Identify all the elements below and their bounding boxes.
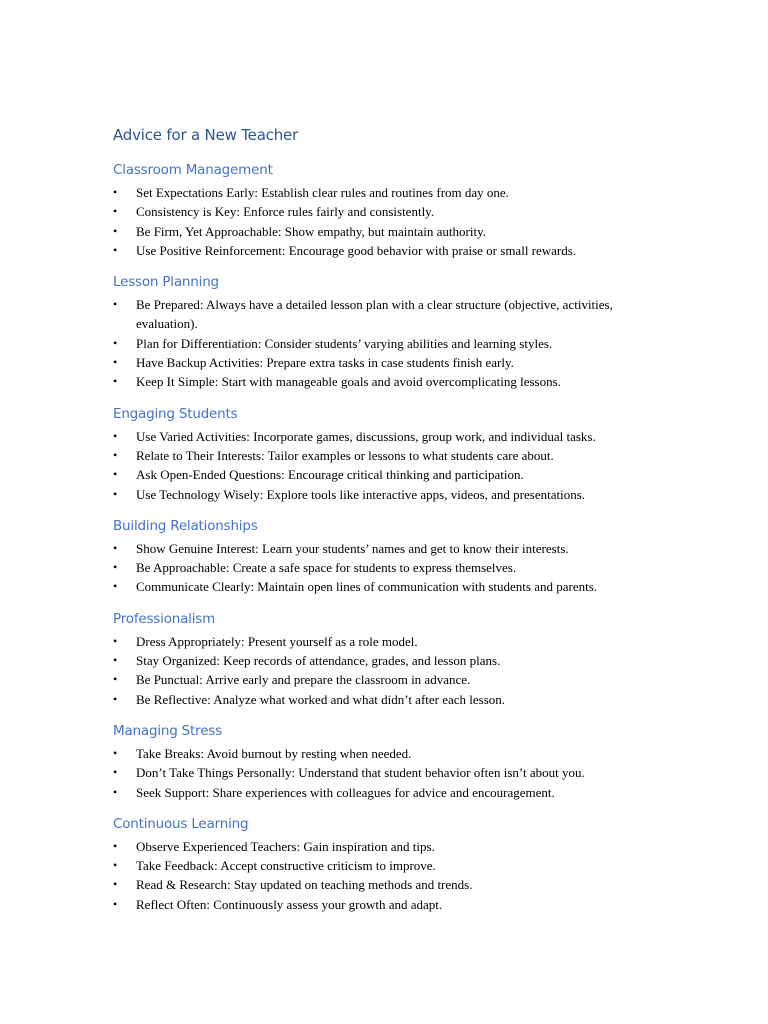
- document-title: Advice for a New Teacher: [113, 126, 299, 144]
- bullet-list: [113, 632, 673, 709]
- bullet-icon: •: [113, 633, 118, 648]
- bullet-list: [113, 837, 673, 914]
- bullet-icon: •: [113, 765, 118, 780]
- section: [113, 272, 673, 391]
- bullet-icon: •: [113, 447, 118, 462]
- list-item: [113, 485, 673, 504]
- list-item: [113, 651, 673, 670]
- list-item: [113, 744, 673, 763]
- bullet-icon: •: [113, 877, 118, 892]
- list-item-text: Observe Experienced Teachers: Gain inspiration and tips.: [136, 838, 435, 854]
- bullet-icon: •: [113, 745, 118, 760]
- list-item-text: Plan for Differentiation: Consider students’ varying abilities and learning styles.: [136, 335, 553, 351]
- list-item-text: Have Backup Activities: Prepare extra tasks in case students finish early.: [136, 355, 514, 371]
- list-item-text: Take Feedback: Accept constructive criticism to improve.: [136, 858, 436, 874]
- list-item: [113, 895, 673, 914]
- bullet-icon: •: [113, 204, 118, 219]
- list-item-text: Be Approachable: Create a safe space for students to express themselves.: [136, 560, 517, 576]
- section-heading: Continuous Learning: [113, 815, 249, 832]
- list-item: [113, 632, 673, 651]
- list-item: [113, 875, 673, 894]
- list-item-text: Keep It Simple: Start with manageable goals and avoid overcomplicating lessons.: [136, 374, 561, 390]
- bullet-icon: •: [113, 242, 118, 257]
- bullet-icon: •: [113, 560, 118, 575]
- list-item: [113, 577, 673, 596]
- list-item-text: Be Firm, Yet Approachable: Show empathy, but maintain authority.: [136, 223, 486, 239]
- section-heading: Building Relationships: [113, 517, 258, 534]
- document-body: [113, 124, 673, 926]
- list-item-text: Dress Appropriately: Present yourself as a role model.: [136, 633, 418, 649]
- section-heading: Managing Stress: [113, 722, 222, 739]
- section-heading: Classroom Management: [113, 162, 273, 178]
- list-item-text: Be Prepared: Always have a detailed lesson plan with a clear structure (objective, activities, evaluation).: [136, 297, 613, 332]
- list-item: [113, 465, 673, 484]
- bullet-icon: •: [113, 653, 118, 668]
- list-item-text: Don’t Take Things Personally: Understand that student behavior often isn’t about you.: [136, 765, 585, 781]
- sections-container: [113, 160, 673, 914]
- section: [113, 721, 673, 802]
- bullet-icon: •: [113, 486, 118, 501]
- list-item: [113, 202, 673, 221]
- bullet-icon: •: [113, 428, 118, 443]
- list-item: [113, 295, 673, 334]
- list-item-text: Set Expectations Early: Establish clear rules and routines from day one.: [136, 185, 509, 200]
- list-item: [113, 446, 673, 465]
- list-item-text: Read & Research: Stay updated on teaching methods and trends.: [136, 877, 473, 893]
- bullet-icon: •: [113, 896, 118, 911]
- bullet-icon: •: [113, 784, 118, 799]
- bullet-icon: •: [113, 672, 118, 687]
- list-item: [113, 690, 673, 709]
- section-heading: Lesson Planning: [113, 274, 219, 291]
- bullet-icon: •: [113, 335, 118, 350]
- list-item: [113, 222, 673, 241]
- bullet-icon: •: [113, 838, 118, 853]
- section-heading: Engaging Students: [113, 405, 238, 422]
- list-item: [113, 427, 673, 446]
- list-item-text: Be Punctual: Arrive early and prepare the classroom in advance.: [136, 672, 471, 688]
- list-item-text: Consistency is Key: Enforce rules fairly and consistently.: [136, 204, 435, 220]
- bullet-list: [113, 744, 673, 802]
- bullet-icon: •: [113, 185, 118, 199]
- bullet-list: [113, 427, 673, 504]
- bullet-icon: •: [113, 374, 118, 389]
- list-item: [113, 539, 673, 558]
- section: [113, 609, 673, 709]
- list-item-text: Reflect Often: Continuously assess your growth and adapt.: [136, 896, 443, 912]
- list-item-text: Use Varied Activities: Incorporate games, discussions, group work, and individual tasks.: [136, 428, 596, 444]
- list-item-text: Relate to Their Interests: Tailor examples or lessons to what students care about.: [136, 447, 554, 463]
- list-item: [113, 372, 673, 391]
- list-item: [113, 558, 673, 577]
- list-item-text: Take Breaks: Avoid burnout by resting when needed.: [136, 745, 412, 761]
- section-heading: Professionalism: [113, 610, 216, 627]
- bullet-list: [113, 295, 673, 391]
- bullet-icon: •: [113, 355, 118, 370]
- list-item-text: Use Positive Reinforcement: Encourage good behavior with praise or small rewards.: [136, 242, 577, 258]
- bullet-icon: •: [113, 579, 118, 594]
- list-item-text: Use Technology Wisely: Explore tools like interactive apps, videos, and presentations.: [136, 486, 586, 502]
- bullet-icon: •: [113, 297, 118, 312]
- list-item: [113, 856, 673, 875]
- list-item: [113, 763, 673, 782]
- section: [113, 160, 673, 260]
- list-item-text: Ask Open-Ended Questions: Encourage critical thinking and participation.: [136, 467, 524, 483]
- list-item: [113, 183, 673, 202]
- list-item-text: Be Reflective: Analyze what worked and what didn’t after each lesson.: [136, 691, 506, 707]
- list-item: [113, 353, 673, 372]
- list-item: [113, 670, 673, 689]
- section: [113, 516, 673, 597]
- bullet-icon: •: [113, 540, 118, 555]
- list-item-text: Seek Support: Share experiences with colleagues for advice and encouragement.: [136, 784, 555, 800]
- list-item-text: Stay Organized: Keep records of attendance, grades, and lesson plans.: [136, 653, 501, 669]
- list-item-text: Show Genuine Interest: Learn your students’ names and get to know their interests.: [136, 540, 569, 556]
- list-item-text: Communicate Clearly: Maintain open lines of communication with students and parents.: [136, 579, 598, 595]
- bullet-list: [113, 183, 673, 260]
- list-item: [113, 241, 673, 260]
- section: [113, 404, 673, 504]
- list-item: [113, 837, 673, 856]
- section: [113, 814, 673, 914]
- bullet-icon: •: [113, 223, 118, 238]
- bullet-icon: •: [113, 858, 118, 873]
- list-item: [113, 783, 673, 802]
- bullet-list: [113, 539, 673, 597]
- list-item: [113, 334, 673, 353]
- bullet-icon: •: [113, 467, 118, 482]
- bullet-icon: •: [113, 691, 118, 706]
